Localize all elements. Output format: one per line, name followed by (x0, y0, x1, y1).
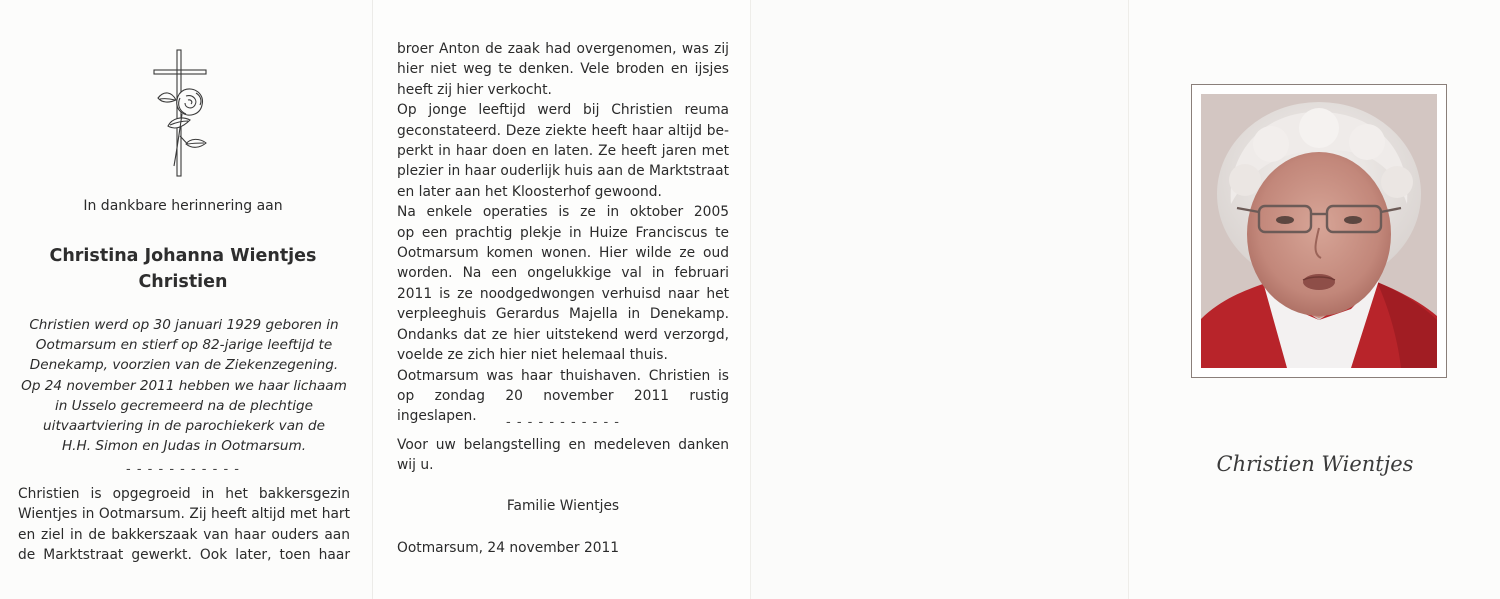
text-line: Op 24 november 2011 hebben we haar lichaam (21, 377, 347, 394)
deceased-name (0, 243, 366, 295)
thanks-text (397, 435, 729, 476)
text-line: H.H. Simon en Judas in Ootmarsum. (61, 438, 307, 455)
text-line: worden. Na een ongelukkige val in februari (397, 265, 729, 282)
text-line: 2011 is ze noodgedwongen verhuisd naar het (397, 285, 729, 302)
text-line: op een prachtig plekje in Huize Franciscus te (397, 224, 729, 241)
cross-with-rose-icon (150, 48, 212, 178)
separator: - - - - - - - - - - - (506, 415, 620, 430)
text-line: geconstateerd. Deze ziekte heeft haar altijd be- (397, 122, 729, 139)
text-line: wij u. (397, 457, 434, 474)
separator: - - - - - - - - - - - (126, 462, 240, 477)
family-signoff: Familie Wientjes (506, 498, 620, 514)
text-line: perkt in haar doen en laten. Ze heeft jaren met (397, 143, 729, 160)
portrait-photo (1201, 94, 1437, 368)
text-line: voelde ze zich hier niet helemaal thuis. (397, 347, 668, 364)
text-line: en later aan het Kloosterhof gewoond. (397, 183, 662, 200)
text-line: verpleeghuis Gerardus Majella in Denekamp. (397, 306, 729, 323)
full-name: Christina Johanna Wientjes (49, 246, 317, 266)
text-line: Na enkele operaties is ze in oktober 2005 (397, 204, 729, 221)
biography-continued (397, 39, 729, 427)
card-panel-right (1128, 0, 1500, 599)
text-line: Op jonge leeftijd werd bij Christien reuma (397, 102, 729, 119)
place-date: Ootmarsum, 24 november 2011 (397, 540, 620, 556)
text-line: Ootmarsum komen wonen. Hier wilde ze oud (397, 245, 729, 262)
text-line: Ondanks dat ze hier uitstekend werd verzorgd, (397, 326, 729, 343)
portrait-frame (1191, 84, 1447, 378)
biography-text (18, 484, 350, 566)
text-line: op zondag 20 november 2011 rustig ingeslapen. (397, 387, 729, 425)
card-panel-blank (750, 0, 1128, 599)
text-line: Wientjes in Ootmarsum. Zij heeft altijd met hart (18, 506, 350, 523)
biography-italic (14, 315, 354, 456)
text-line: hier niet weg te denken. Vele broden en ijsjes (397, 61, 729, 78)
text-line: Voor uw belangstelling en medeleven danken (397, 437, 729, 453)
text-line: Ootmarsum en stierf op 82-jarige leeftijd te (35, 337, 333, 354)
text-line: uitvaartviering in de parochiekerk van de (43, 418, 325, 435)
text-line: Ootmarsum was haar thuishaven. Christien is (397, 367, 729, 384)
text-line: broer Anton de zaak had overgenomen, was zij (397, 41, 729, 57)
intro-text: In dankbare herinnering aan (83, 198, 283, 214)
text-line: plezier in haar ouderlijk huis aan de Marktstraat (397, 163, 729, 180)
text-line: Christien is opgegroeid in het bakkersgezin (18, 486, 350, 502)
card-panel-middle (372, 0, 750, 599)
text-line: en ziel in de bakkerszaak van haar ouders aan (18, 526, 350, 543)
card-panel-left (0, 0, 372, 599)
nickname: Christien (138, 272, 228, 292)
signature-name: Christien Wientjes (1216, 452, 1414, 476)
text-line: heeft zij hier verkocht. (397, 81, 552, 98)
text-line: de Marktstraat gewerkt. Ook later, toen haar (18, 547, 350, 564)
text-line: in Usselo gecremeerd na de plechtige (54, 397, 314, 414)
text-line: Christien werd op 30 januari 1929 geboren in (29, 317, 339, 333)
text-line: Denekamp, voorzien van de Ziekenzegening. (29, 357, 339, 374)
